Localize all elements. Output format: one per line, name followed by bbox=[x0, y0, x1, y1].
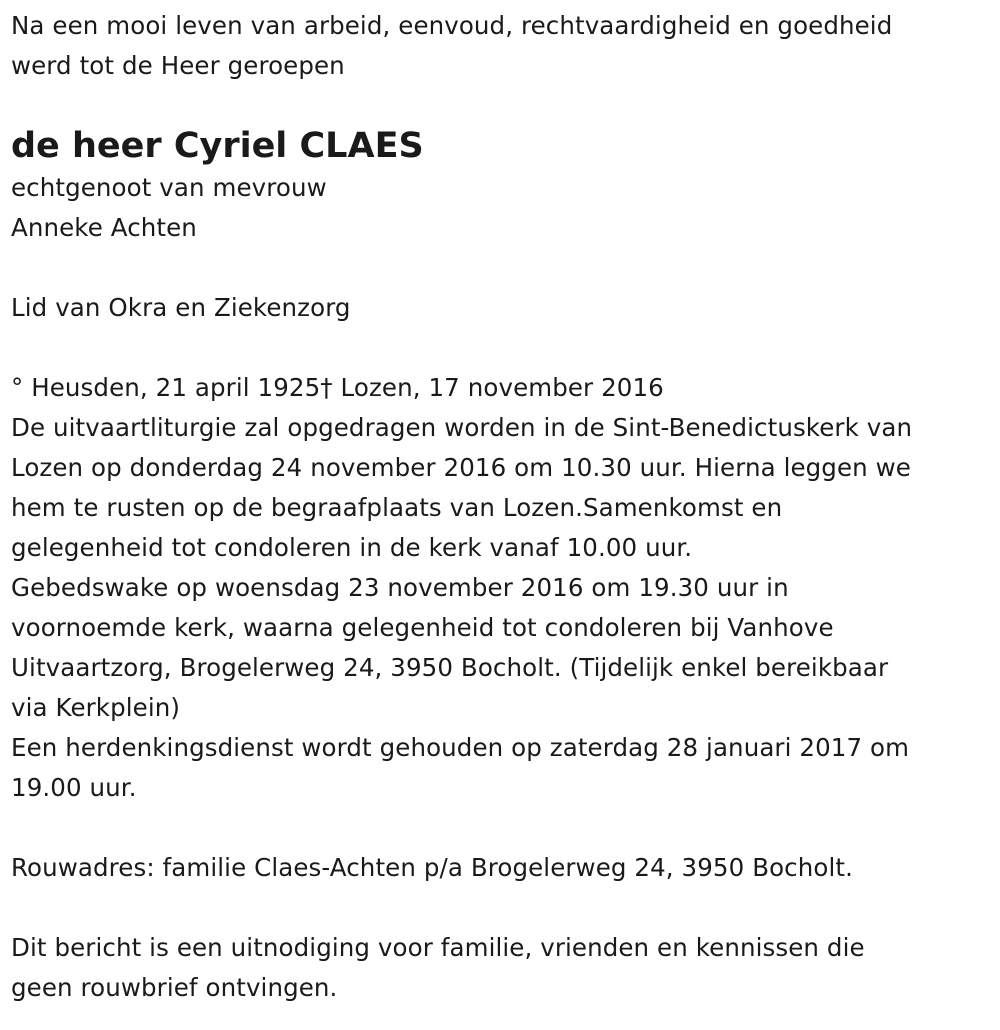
spacer bbox=[11, 808, 1000, 848]
spacer bbox=[11, 888, 1000, 928]
spouse-line-2: Anneke Achten bbox=[11, 213, 197, 242]
intro-line-2: werd tot de Heer geroepen bbox=[11, 51, 345, 80]
details-line: gelegenheid tot condoleren in de kerk vanaf 10.00 uur. bbox=[11, 533, 693, 562]
details-line: 19.00 uur. bbox=[11, 773, 137, 802]
details-line: Lozen op donderdag 24 november 2016 om 10.30 uur. Hierna leggen we bbox=[11, 453, 911, 482]
details-line: hem te rusten op de begraafplaats van Lozen.Samenkomst en bbox=[11, 493, 783, 522]
invitation-line-2: geen rouwbrief ontvingen. bbox=[11, 973, 338, 1002]
membership: Lid van Okra en Ziekenzorg bbox=[11, 293, 351, 322]
details-line: Gebedswake op woensdag 23 november 2016 om 19.30 uur in bbox=[11, 573, 789, 602]
details-line: Een herdenkingsdienst wordt gehouden op zaterdag 28 januari 2017 om bbox=[11, 733, 910, 762]
deceased-name: de heer Cyriel CLAES bbox=[11, 126, 424, 166]
mourning-address: Rouwadres: familie Claes-Achten p/a Brogelerweg 24, 3950 Bocholt. bbox=[11, 853, 853, 882]
spouse-line-1: echtgenoot van mevrouw bbox=[11, 173, 327, 202]
details-line: voornoemde kerk, waarna gelegenheid tot condoleren bij Vanhove bbox=[11, 613, 834, 642]
details-line: De uitvaartliturgie zal opgedragen worden in de Sint-Benedictuskerk van bbox=[11, 413, 913, 442]
details-line: Uitvaartzorg, Brogelerweg 24, 3950 Bocholt. (Tijdelijk enkel bereikbaar bbox=[11, 653, 889, 682]
invitation-line-1: Dit bericht is een uitnodiging voor familie, vrienden en kennissen die bbox=[11, 933, 865, 962]
birth-death-dates: ° Heusden, 21 april 1925† Lozen, 17 november 2016 bbox=[11, 373, 664, 402]
spacer bbox=[11, 328, 1000, 368]
details-line: via Kerkplein) bbox=[11, 693, 181, 722]
intro-line-1: Na een mooi leven van arbeid, eenvoud, rechtvaardigheid en goedheid bbox=[11, 11, 893, 40]
spacer bbox=[11, 248, 1000, 288]
